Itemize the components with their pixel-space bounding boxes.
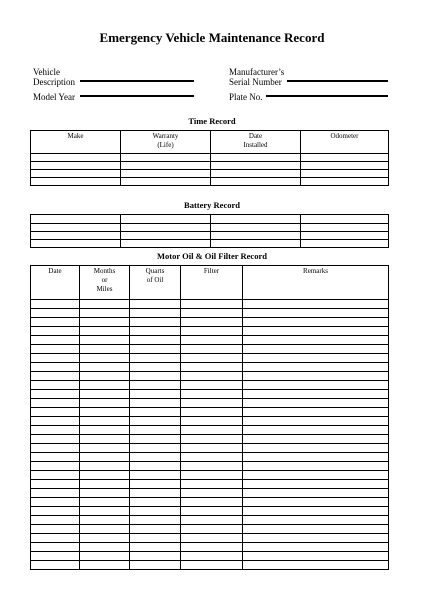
table-cell[interactable]	[243, 426, 389, 435]
table-row	[31, 224, 389, 232]
column-header	[121, 215, 211, 224]
column-header: Months or Miles	[80, 266, 130, 300]
vehicle-label-line1: Vehicle	[33, 67, 60, 77]
table-cell[interactable]	[301, 154, 389, 162]
table-cell[interactable]	[243, 381, 389, 390]
table-cell[interactable]	[301, 240, 389, 248]
table-row	[31, 240, 389, 248]
table-cell[interactable]	[80, 372, 130, 381]
table-row	[31, 372, 389, 381]
table-cell[interactable]	[31, 498, 80, 507]
model-year-label: Model Year	[33, 92, 75, 102]
table-cell[interactable]	[121, 178, 211, 186]
table-cell[interactable]	[80, 444, 130, 453]
table-cell[interactable]	[80, 480, 130, 489]
table-cell[interactable]	[80, 417, 130, 426]
table-cell[interactable]	[181, 534, 243, 543]
table-cell[interactable]	[211, 224, 301, 232]
table-cell[interactable]	[31, 178, 121, 186]
table-cell[interactable]	[243, 354, 389, 363]
table-cell[interactable]	[130, 480, 181, 489]
battery-record-title: Battery Record	[184, 200, 240, 210]
table-row	[31, 480, 389, 489]
table-cell[interactable]	[80, 399, 130, 408]
manufacturer-label-line1: Manufacturer’s	[229, 67, 285, 77]
table-cell[interactable]	[181, 516, 243, 525]
serial-number-field[interactable]	[287, 80, 388, 82]
table-cell[interactable]	[243, 309, 389, 318]
table-cell[interactable]	[301, 224, 389, 232]
table-cell[interactable]	[80, 534, 130, 543]
table-row	[31, 444, 389, 453]
column-header	[31, 215, 121, 224]
table-cell[interactable]	[130, 363, 181, 372]
table-row	[31, 561, 389, 570]
manufacturer-label-line2: Serial Number	[229, 77, 282, 87]
table-cell[interactable]	[31, 224, 121, 232]
table-cell[interactable]	[181, 426, 243, 435]
table-cell[interactable]	[31, 327, 80, 336]
table-cell[interactable]	[130, 453, 181, 462]
page-title: Emergency Vehicle Maintenance Record	[99, 30, 325, 45]
table-cell[interactable]	[80, 489, 130, 498]
table-cell[interactable]	[301, 162, 389, 170]
table-cell[interactable]	[31, 471, 80, 480]
table-cell[interactable]	[181, 363, 243, 372]
table-cell[interactable]	[181, 336, 243, 345]
table-cell[interactable]	[130, 498, 181, 507]
table-cell[interactable]	[121, 162, 211, 170]
vehicle-label-line2: Description	[33, 77, 75, 87]
table-cell[interactable]	[31, 453, 80, 462]
table-cell[interactable]	[181, 435, 243, 444]
table-cell[interactable]	[31, 336, 80, 345]
table-cell[interactable]	[181, 525, 243, 534]
table-cell[interactable]	[130, 543, 181, 552]
table-row	[31, 318, 389, 327]
table-cell[interactable]	[243, 516, 389, 525]
table-cell[interactable]	[31, 480, 80, 489]
table-cell[interactable]	[80, 507, 130, 516]
table-cell[interactable]	[243, 498, 389, 507]
table-cell[interactable]	[130, 336, 181, 345]
table-cell[interactable]	[31, 154, 121, 162]
table-row	[31, 462, 389, 471]
table-cell[interactable]	[130, 309, 181, 318]
table-row	[31, 507, 389, 516]
table-cell[interactable]	[31, 462, 80, 471]
table-row	[31, 471, 389, 480]
table-cell[interactable]	[31, 318, 80, 327]
table-cell[interactable]	[181, 462, 243, 471]
table-cell[interactable]	[181, 471, 243, 480]
table-cell[interactable]	[31, 162, 121, 170]
table-cell[interactable]	[181, 552, 243, 561]
column-header: Date	[31, 266, 80, 300]
table-cell[interactable]	[130, 516, 181, 525]
table-cell[interactable]	[181, 345, 243, 354]
table-cell[interactable]	[31, 561, 80, 570]
table-cell[interactable]	[211, 232, 301, 240]
table-cell[interactable]	[181, 399, 243, 408]
table-cell[interactable]	[80, 516, 130, 525]
table-cell[interactable]	[181, 417, 243, 426]
table-cell[interactable]	[301, 170, 389, 178]
table-cell[interactable]	[31, 426, 80, 435]
table-row	[31, 178, 389, 186]
table-cell[interactable]	[130, 552, 181, 561]
table-cell[interactable]	[130, 507, 181, 516]
table-cell[interactable]	[31, 408, 80, 417]
table-cell[interactable]	[181, 561, 243, 570]
table-row	[31, 498, 389, 507]
oil-record-title: Motor Oil & Oil Filter Record	[157, 251, 267, 261]
table-cell[interactable]	[211, 178, 301, 186]
table-cell[interactable]	[130, 399, 181, 408]
table-cell[interactable]	[31, 417, 80, 426]
table-cell[interactable]	[31, 516, 80, 525]
oil-record-table	[30, 265, 389, 570]
table-cell[interactable]	[80, 327, 130, 336]
table-cell[interactable]	[181, 543, 243, 552]
table-cell[interactable]	[243, 345, 389, 354]
table-cell[interactable]	[130, 426, 181, 435]
table-row	[31, 516, 389, 525]
table-cell[interactable]	[31, 300, 80, 309]
table-row	[31, 426, 389, 435]
table-cell[interactable]	[211, 154, 301, 162]
table-row	[31, 543, 389, 552]
column-header: Warranty (Life)	[121, 131, 211, 154]
table-row	[31, 327, 389, 336]
table-row	[31, 453, 389, 462]
table-cell[interactable]	[80, 462, 130, 471]
table-cell[interactable]	[80, 471, 130, 480]
table-cell[interactable]	[243, 480, 389, 489]
table-cell[interactable]	[31, 399, 80, 408]
table-cell[interactable]	[181, 489, 243, 498]
header-row	[31, 215, 389, 224]
table-cell[interactable]	[121, 224, 211, 232]
table-cell[interactable]	[243, 372, 389, 381]
table-cell[interactable]	[181, 390, 243, 399]
table-cell[interactable]	[243, 417, 389, 426]
table-cell[interactable]	[80, 381, 130, 390]
header-row	[31, 266, 389, 300]
table-row	[31, 489, 389, 498]
table-row	[31, 435, 389, 444]
table-cell[interactable]	[181, 453, 243, 462]
time-record-table	[30, 130, 389, 186]
table-cell[interactable]	[80, 363, 130, 372]
table-cell[interactable]	[243, 435, 389, 444]
table-cell[interactable]	[80, 525, 130, 534]
table-cell[interactable]	[243, 444, 389, 453]
table-cell[interactable]	[243, 327, 389, 336]
table-cell[interactable]	[80, 390, 130, 399]
table-cell[interactable]	[80, 543, 130, 552]
table-cell[interactable]	[80, 498, 130, 507]
table-row	[31, 300, 389, 309]
table-cell[interactable]	[181, 309, 243, 318]
table-cell[interactable]	[31, 543, 80, 552]
table-cell[interactable]	[31, 309, 80, 318]
table-cell[interactable]	[130, 381, 181, 390]
column-header: Odometer	[301, 131, 389, 154]
table-cell[interactable]	[31, 240, 121, 248]
table-cell[interactable]	[80, 336, 130, 345]
table-cell[interactable]	[80, 345, 130, 354]
table-cell[interactable]	[181, 480, 243, 489]
column-header	[211, 215, 301, 224]
table-cell[interactable]	[130, 318, 181, 327]
table-cell[interactable]	[243, 453, 389, 462]
table-cell[interactable]	[31, 232, 121, 240]
table-cell[interactable]	[211, 170, 301, 178]
table-cell[interactable]	[181, 498, 243, 507]
table-cell[interactable]	[80, 561, 130, 570]
table-cell[interactable]	[31, 507, 80, 516]
table-cell[interactable]	[130, 489, 181, 498]
table-cell[interactable]	[31, 552, 80, 561]
table-cell[interactable]	[130, 300, 181, 309]
table-cell[interactable]	[80, 552, 130, 561]
table-cell[interactable]	[130, 372, 181, 381]
table-cell[interactable]	[130, 525, 181, 534]
table-cell[interactable]	[130, 534, 181, 543]
plate-no-label: Plate No.	[229, 92, 263, 102]
table-cell[interactable]	[31, 534, 80, 543]
column-header: Remarks	[243, 266, 389, 300]
table-cell[interactable]	[301, 232, 389, 240]
table-cell[interactable]	[130, 417, 181, 426]
table-row	[31, 162, 389, 170]
table-row	[31, 417, 389, 426]
table-row	[31, 232, 389, 240]
table-cell[interactable]	[243, 300, 389, 309]
table-cell[interactable]	[211, 240, 301, 248]
table-cell[interactable]	[181, 318, 243, 327]
column-header: Filter	[181, 266, 243, 300]
table-cell[interactable]	[181, 381, 243, 390]
table-cell[interactable]	[181, 408, 243, 417]
table-cell[interactable]	[31, 345, 80, 354]
table-cell[interactable]	[181, 327, 243, 336]
table-cell[interactable]	[243, 552, 389, 561]
table-cell[interactable]	[31, 372, 80, 381]
table-cell[interactable]	[31, 435, 80, 444]
time-record-title: Time Record	[188, 116, 236, 126]
table-cell[interactable]	[243, 471, 389, 480]
table-cell[interactable]	[243, 561, 389, 570]
table-cell[interactable]	[243, 507, 389, 516]
table-row	[31, 363, 389, 372]
table-cell[interactable]	[243, 318, 389, 327]
table-cell[interactable]	[211, 162, 301, 170]
vehicle-description-field[interactable]	[80, 80, 194, 82]
table-row	[31, 552, 389, 561]
table-cell[interactable]	[130, 444, 181, 453]
table-cell[interactable]	[80, 318, 130, 327]
table-cell[interactable]	[31, 444, 80, 453]
table-cell[interactable]	[243, 399, 389, 408]
table-cell[interactable]	[121, 240, 211, 248]
table-cell[interactable]	[181, 354, 243, 363]
column-header: Quarts of Oil	[130, 266, 181, 300]
table-cell[interactable]	[80, 426, 130, 435]
table-cell[interactable]	[130, 561, 181, 570]
table-row	[31, 170, 389, 178]
table-cell[interactable]	[243, 408, 389, 417]
table-cell[interactable]	[80, 408, 130, 417]
table-row	[31, 381, 389, 390]
table-cell[interactable]	[243, 534, 389, 543]
table-cell[interactable]	[181, 300, 243, 309]
table-cell[interactable]	[31, 363, 80, 372]
table-cell[interactable]	[31, 354, 80, 363]
table-cell[interactable]	[181, 444, 243, 453]
table-row	[31, 336, 389, 345]
table-cell[interactable]	[243, 543, 389, 552]
table-cell[interactable]	[243, 462, 389, 471]
table-cell[interactable]	[80, 435, 130, 444]
table-cell[interactable]	[31, 525, 80, 534]
column-header: Make	[31, 131, 121, 154]
table-row	[31, 154, 389, 162]
table-cell[interactable]	[31, 381, 80, 390]
table-cell[interactable]	[121, 170, 211, 178]
battery-record-table	[30, 214, 389, 248]
table-cell[interactable]	[130, 345, 181, 354]
table-cell[interactable]	[31, 170, 121, 178]
table-cell[interactable]	[181, 372, 243, 381]
table-cell[interactable]	[80, 453, 130, 462]
column-header: Date Installed	[211, 131, 301, 154]
table-cell[interactable]	[243, 390, 389, 399]
table-cell[interactable]	[130, 354, 181, 363]
table-row	[31, 354, 389, 363]
table-cell[interactable]	[80, 309, 130, 318]
table-cell[interactable]	[130, 435, 181, 444]
table-cell[interactable]	[80, 354, 130, 363]
table-row	[31, 408, 389, 417]
table-cell[interactable]	[121, 232, 211, 240]
column-header	[301, 215, 389, 224]
table-row	[31, 525, 389, 534]
table-cell[interactable]	[243, 489, 389, 498]
table-cell[interactable]	[130, 471, 181, 480]
table-cell[interactable]	[31, 390, 80, 399]
table-row	[31, 534, 389, 543]
header-row	[31, 131, 389, 154]
table-cell[interactable]	[243, 525, 389, 534]
table-cell[interactable]	[130, 408, 181, 417]
table-cell[interactable]	[301, 178, 389, 186]
table-row	[31, 399, 389, 408]
plate-no-field[interactable]	[266, 95, 388, 97]
model-year-field[interactable]	[80, 95, 194, 97]
table-cell[interactable]	[243, 363, 389, 372]
table-cell[interactable]	[130, 390, 181, 399]
table-row	[31, 309, 389, 318]
table-cell[interactable]	[243, 336, 389, 345]
table-cell[interactable]	[31, 489, 80, 498]
table-cell[interactable]	[80, 300, 130, 309]
table-cell[interactable]	[130, 327, 181, 336]
table-cell[interactable]	[130, 462, 181, 471]
table-cell[interactable]	[121, 154, 211, 162]
table-cell[interactable]	[181, 507, 243, 516]
table-row	[31, 390, 389, 399]
table-row	[31, 345, 389, 354]
